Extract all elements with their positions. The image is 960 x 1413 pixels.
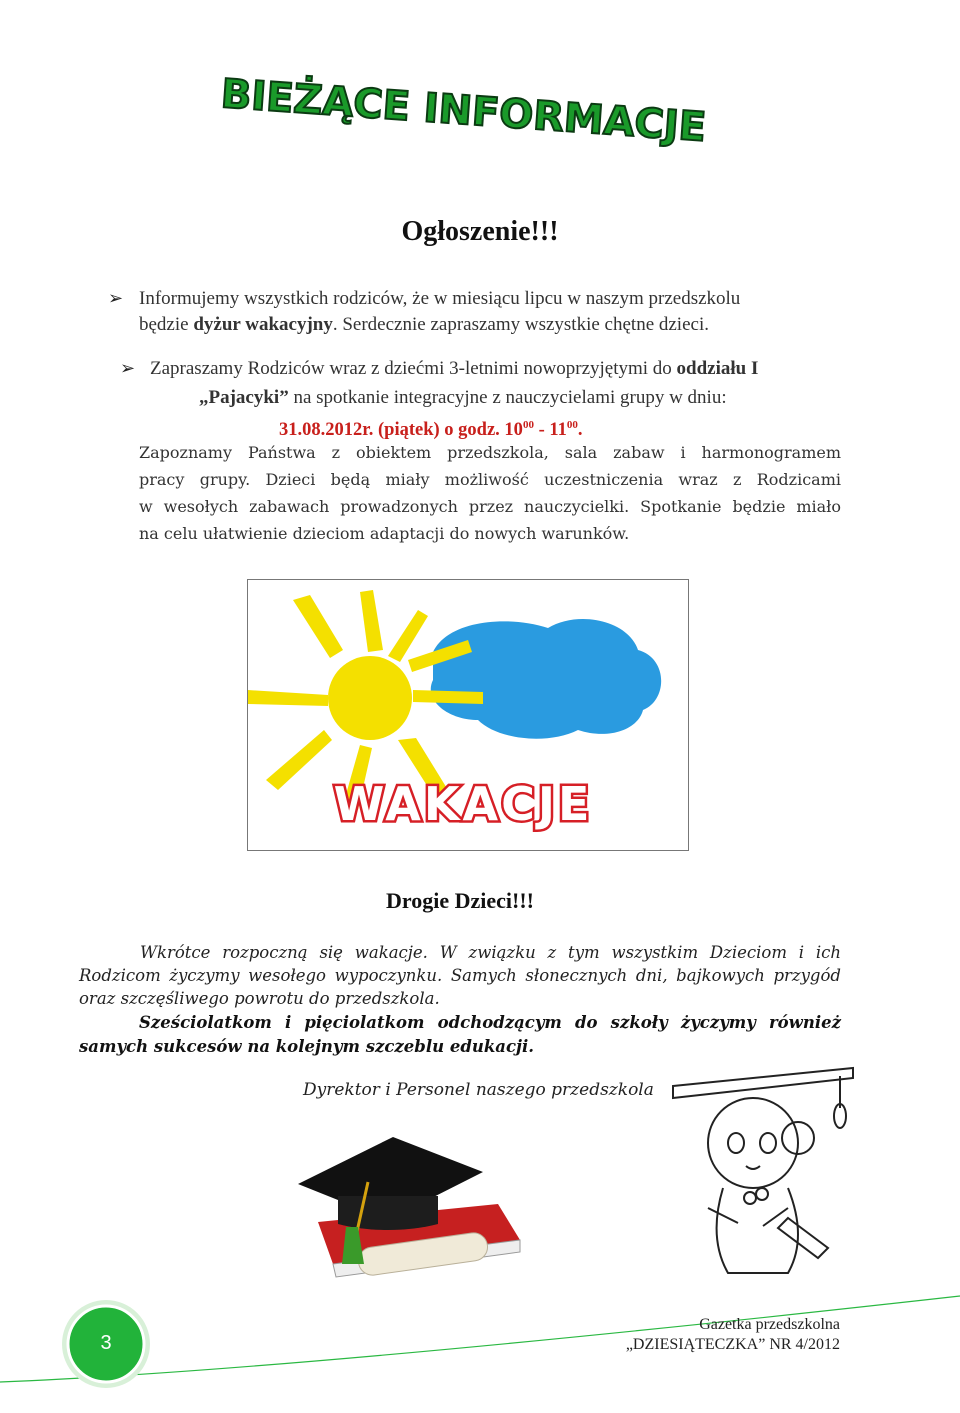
item2-line1 xyxy=(150,356,850,382)
gown xyxy=(717,1188,798,1273)
page-number: 3 xyxy=(100,1332,112,1354)
item2-line2 xyxy=(199,385,849,411)
graduation-cap-books-image xyxy=(298,1132,528,1282)
group-name-bold: oddziału I xyxy=(676,358,759,379)
greeting-line3: oraz szczęśliwego powrotu do przedszkola. xyxy=(79,989,440,1008)
item1-line2 xyxy=(139,312,859,338)
item1-emphasis: dyżur wakacyjny xyxy=(193,314,333,335)
sun-shape xyxy=(328,656,412,740)
diploma xyxy=(778,1218,828,1258)
item2-line2-post: na spotkanie integracyjne z nauczycielami grupy w dniu: xyxy=(288,387,727,408)
flower-2 xyxy=(756,1188,768,1200)
arrow-bullet-icon: ➢ xyxy=(108,288,124,309)
time-sep: - 11 xyxy=(533,420,567,441)
item1-line2-post: . Serdecznie zapraszamy wszystkie chętne dzieci. xyxy=(332,314,709,335)
signature-line: Dyrektor i Personel naszego przedszkola xyxy=(303,1080,654,1100)
greeting-line1: Wkrótce rozpoczną się wakacje. W związku z tym wszystkim Dzieciom i ich xyxy=(140,943,841,962)
eye-left xyxy=(728,1133,744,1153)
graduates-line1: Sześciolatkom i pięciolatkom odchodzącym do szkoły życzymy również xyxy=(139,1013,841,1032)
mouth xyxy=(746,1166,760,1169)
item2-body xyxy=(139,439,841,547)
item2-line1-pre: Zapraszamy Rodziców wraz z dziećmi 3-letnimi nowoprzyjętymi do xyxy=(150,358,677,379)
time-sup-1: 00 xyxy=(522,419,534,431)
greeting-heading: Drogie Dzieci!!! xyxy=(385,888,535,913)
meeting-date: 31.08.2012r. (piątek) o godz. 10 xyxy=(279,420,523,441)
item2-body-line1: Zapoznamy Państwa z obiektem przedszkola, sala zabaw i harmonogramem xyxy=(139,443,841,462)
item2-body-line4: na celu ułatwienie dzieciom adaptacji do nowych warunków. xyxy=(139,524,630,543)
item1-line1: Informujemy wszystkich rodziców, że w miesiącu lipcu w naszym przedszkolu xyxy=(139,288,741,309)
item2-body-line2: pracy grupy. Dzieci będą miały możliwość uczestniczenia wraz z Rodzicami xyxy=(139,470,841,489)
graduates-line2: samych sukcesów na kolejnym szczeblu edukacji. xyxy=(79,1037,535,1056)
sun-cloud-image xyxy=(248,580,688,850)
arms xyxy=(708,1208,788,1226)
item1-text xyxy=(139,286,859,338)
wakacje-illustration xyxy=(247,579,689,851)
child-head xyxy=(708,1098,798,1188)
footer-issue: „DZIESIĄTECZKA” NR 4/2012 xyxy=(625,1336,840,1353)
announcement-heading: Ogłoszenie!!! xyxy=(401,216,559,247)
mortarboard-base xyxy=(338,1196,438,1230)
greeting-line2: Rodzicom życzymy wesołego wypoczynku. Samych słonecznych dni, bajkowych przygód xyxy=(79,966,841,985)
flower-1 xyxy=(744,1192,756,1204)
time-end: . xyxy=(577,420,583,441)
child-graduate-drawing xyxy=(668,1048,858,1288)
greeting-body xyxy=(79,941,841,1010)
eye-right xyxy=(760,1133,776,1153)
time-sup-2: 00 xyxy=(566,419,578,431)
cap-board xyxy=(673,1068,853,1098)
item1-line2-pre: będzie xyxy=(139,314,194,335)
masthead-text: BIEŻĄCE INFORMACJE xyxy=(219,71,708,151)
wakacje-word: WAKACJE xyxy=(333,777,593,831)
cloud-shape xyxy=(431,619,661,739)
item2-body-line3: w wesołych zabawach prowadzonych przez nauczycielki. Spotkanie będzie miało xyxy=(139,497,841,516)
footer-publication-title: Gazetka przedszkolna xyxy=(699,1316,840,1333)
arrow-bullet-icon: ➢ xyxy=(120,358,136,379)
masthead-title xyxy=(219,71,708,151)
group-name-pajacyki: „Pajacyki” xyxy=(199,387,289,408)
